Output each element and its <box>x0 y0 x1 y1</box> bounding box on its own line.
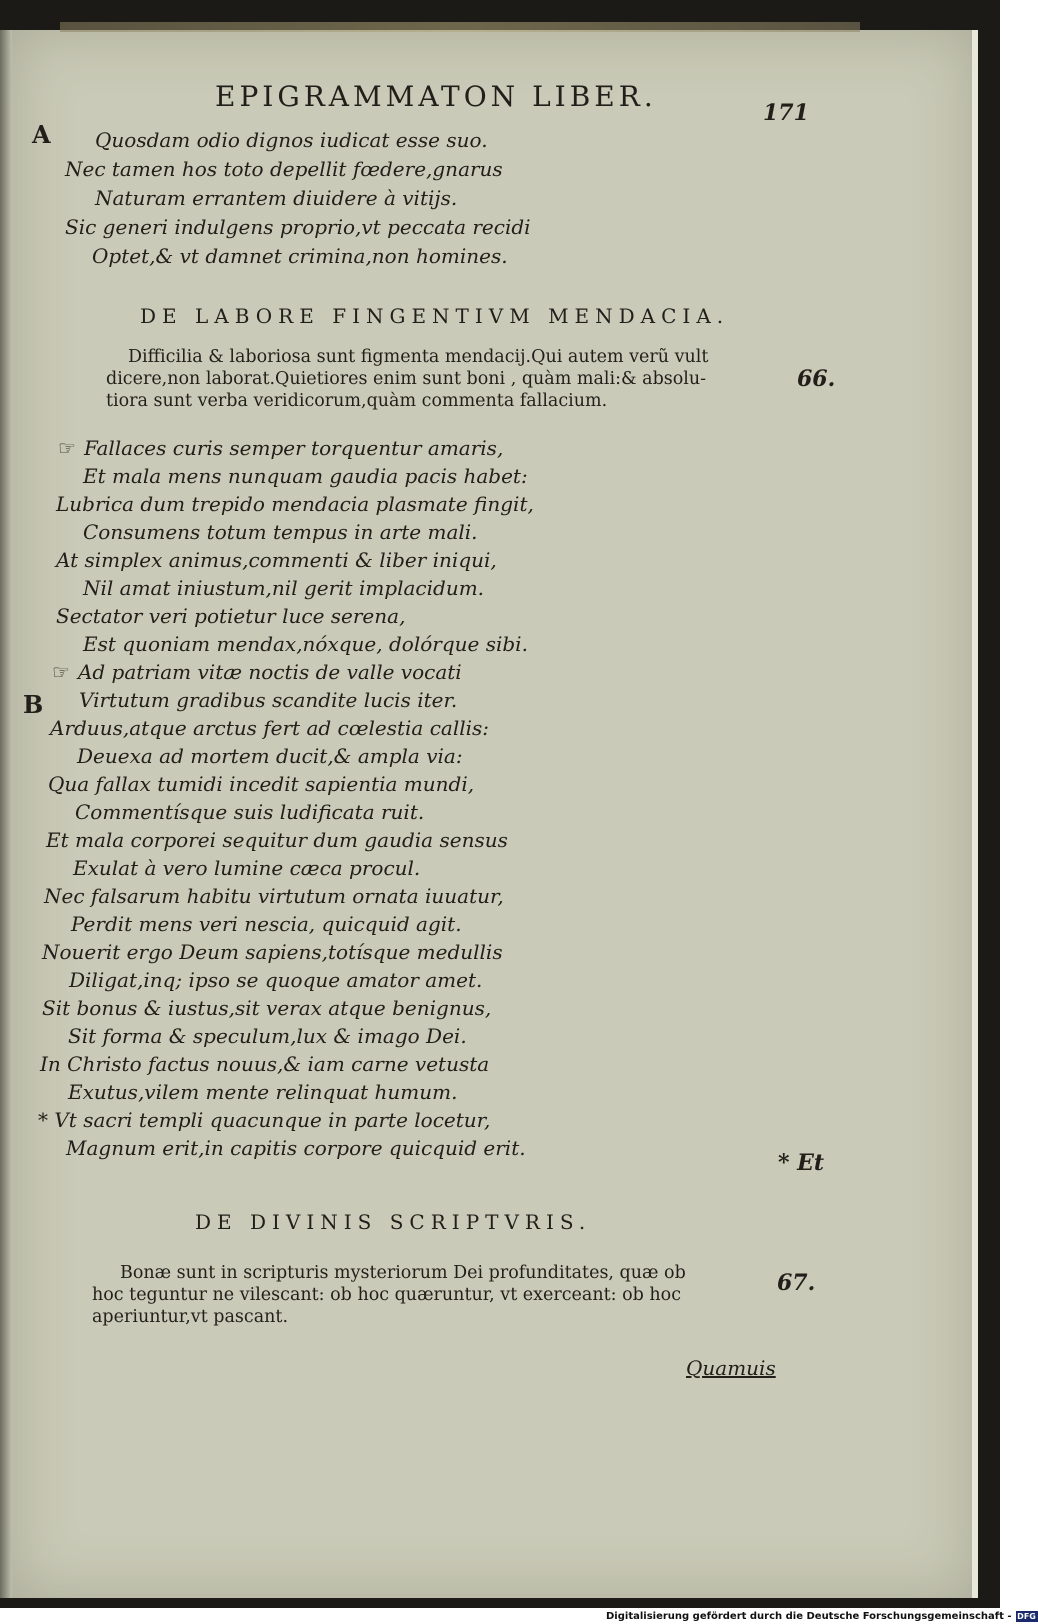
section-heading-1: DE LABORE FINGENTIVM MENDACIA. <box>140 304 730 328</box>
section1-prose-line-2: dicere,non laborat.Quietiores enim sunt boni , quàm mali:& absolu- <box>106 369 707 389</box>
pointing-hand-icon: ☞ <box>52 660 70 684</box>
verse-line-15: Et mala corporei sequitur dum gaudia sensus <box>46 828 508 852</box>
verse-line-8: Est quoniam mendax,nóxque, dolórque sibi. <box>83 632 528 656</box>
verse-line-5: At simplex animus,commenti & liber iniqui, <box>56 548 497 572</box>
footer-text: Digitalisierung gefördert durch die Deutsche Forschungsgemeinschaft - <box>606 1610 1012 1622</box>
verse-line-26: Magnum erit,in capitis corpore quicquid erit. <box>66 1136 526 1160</box>
verse-line-24: Exutus,vilem mente relinquat humum. <box>68 1080 458 1104</box>
verse-line-16: Exulat à vero lumine cæca procul. <box>73 856 421 880</box>
verse-line-14: Commentísque suis ludificata ruit. <box>75 800 425 824</box>
verse-line-6: Nil amat iniustum,nil gerit implacidum. <box>83 576 485 600</box>
margin-letter-a: A <box>32 120 51 149</box>
verse-line-7: Sectator veri potietur luce serena, <box>56 604 406 628</box>
intro-line-4: Sic generi indulgens proprio,vt peccata recidi <box>65 215 531 239</box>
margin-number-66: 66. <box>797 366 836 392</box>
verse-line-19: Nouerit ergo Deum sapiens,totísque medullis <box>42 940 503 964</box>
verse-line-11: Arduus,atque arctus fert ad cœlestia callis: <box>50 716 490 740</box>
margin-note-et: * Et <box>778 1150 825 1176</box>
section2-prose-line-3: aperiuntur,vt pascant. <box>92 1307 289 1327</box>
verse-line-10: Virtutum gradibus scandite lucis iter. <box>79 688 458 712</box>
verse-line-17: Nec falsarum habitu virtutum ornata iuuatur, <box>44 884 504 908</box>
verse-line-9 <box>52 660 462 684</box>
intro-line-5: Optet,& vt damnet crimina,non homines. <box>92 244 508 268</box>
verse-line-3: Lubrica dum trepido mendacia plasmate fingit, <box>56 492 534 516</box>
verse-line-4: Consumens totum tempus in arte mali. <box>83 520 478 544</box>
intro-line-1: Quosdam odio dignos iudicat esse suo. <box>95 128 488 152</box>
section1-prose-line-3: tiora sunt verba veridicorum,quàm commenta fallacium. <box>106 391 608 411</box>
verse-line-23: In Christo factus nouus,& iam carne vetusta <box>40 1052 490 1076</box>
running-head: EPIGRAMMATON LIBER. <box>215 80 657 113</box>
verse-line-13: Qua fallax tumidi incedit sapientia mundi, <box>48 772 475 796</box>
digitization-footer <box>606 1608 1038 1624</box>
section2-prose-line-1: Bonæ sunt in scripturis mysteriorum Dei profunditates, quæ ob <box>120 1263 686 1283</box>
intro-line-3: Naturam errantem diuidere à vitijs. <box>95 186 458 210</box>
margin-letter-b: B <box>23 690 44 719</box>
verse-text: Ad patriam vitæ noctis de valle vocati <box>77 660 462 684</box>
previous-page-ink-bleed <box>60 22 860 32</box>
dfg-logo: DFG <box>1017 1611 1036 1621</box>
intro-line-2: Nec tamen hos toto depellit fœdere,gnarus <box>65 157 503 181</box>
verse-line-22: Sit forma & speculum,lux & imago Dei. <box>68 1024 467 1048</box>
verse-line-18: Perdit mens veri nescia, quicquid agit. <box>71 912 462 936</box>
page-edge <box>972 30 978 1598</box>
binding-edge <box>0 30 12 1598</box>
verse-line-25: * Vt sacri templi quacunque in parte locetur, <box>38 1108 491 1132</box>
verse-line-12: Deuexa ad mortem ducit,& ampla via: <box>77 744 463 768</box>
verse-line-1 <box>58 436 503 460</box>
catchword: Quamuis <box>686 1356 776 1380</box>
section-heading-2: DE DIVINIS SCRIPTVRIS. <box>195 1210 592 1234</box>
pointing-hand-icon: ☞ <box>58 436 76 460</box>
verse-line-20: Diligat,inq; ipso se quoque amator amet. <box>69 968 483 992</box>
page-number: 171 <box>763 100 809 126</box>
verse-line-2: Et mala mens nunquam gaudia pacis habet: <box>83 464 528 488</box>
verse-line-21: Sit bonus & iustus,sit verax atque benignus, <box>42 996 492 1020</box>
section1-prose-line-1: Difficilia & laboriosa sunt figmenta mendacij.Qui autem verũ vult <box>128 347 709 367</box>
margin-number-67: 67. <box>777 1270 816 1296</box>
section2-prose-line-2: hoc teguntur ne vilescant: ob hoc quæruntur, vt exerceant: ob hoc <box>92 1285 682 1305</box>
verse-text: Fallaces curis semper torquentur amaris, <box>83 436 504 460</box>
